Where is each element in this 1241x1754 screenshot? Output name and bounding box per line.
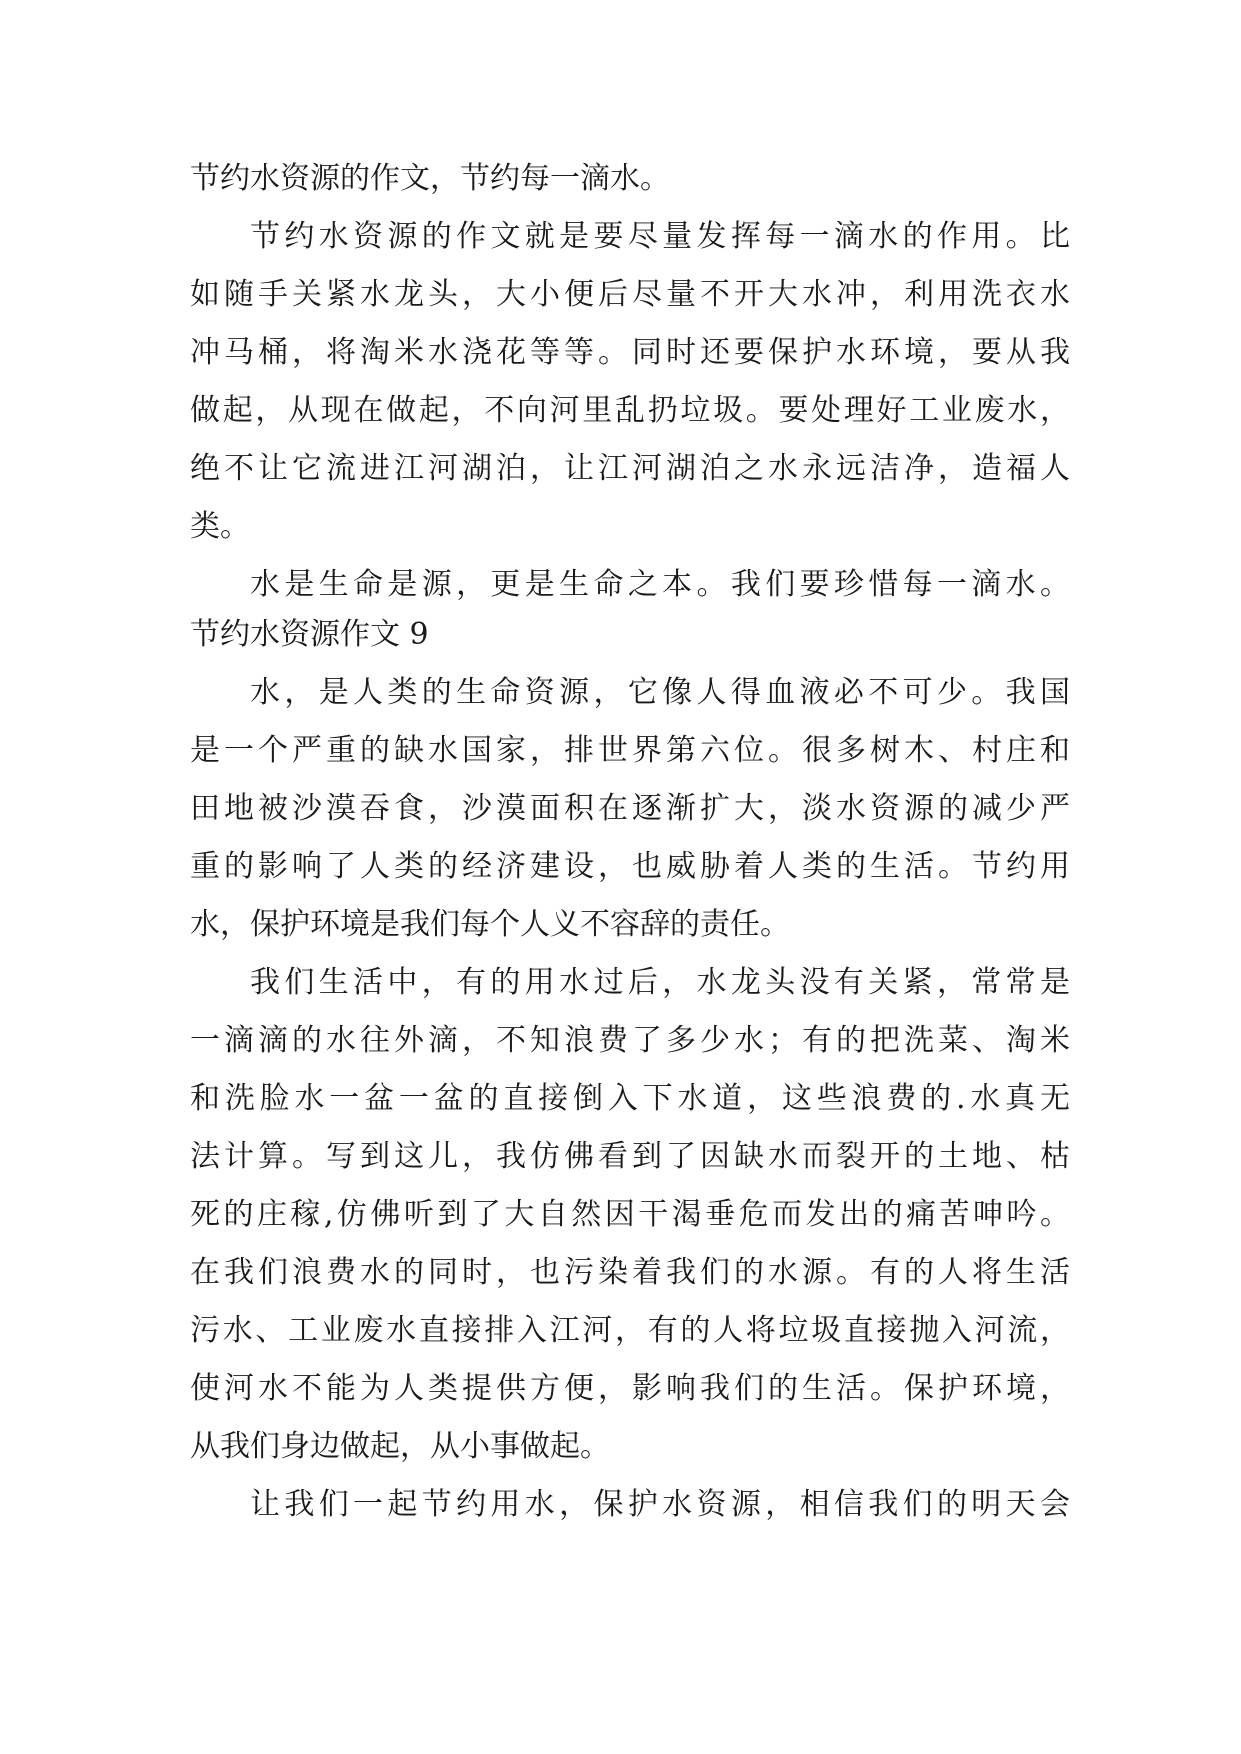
paragraph-first-line: 水是生命是源，更是生命之本。我们要珍惜每一滴水。: [250, 567, 1070, 602]
text-line: 重的影响了人类的经济建设，也威胁着人类的生活。节约用: [190, 849, 1070, 884]
paragraph-first-line: 我们生活中，有的用水过后，水龙头没有关紧，常常是: [250, 965, 1070, 1000]
text-line: 水，保护环境是我们每个人义不容辞的责任。: [190, 907, 790, 942]
text-line: 节约水资源的作文，节约每一滴水。: [190, 161, 670, 196]
text-line: 是一个严重的缺水国家，排世界第六位。很多树木、村庄和: [190, 733, 1070, 768]
text-line: 和洗脸水一盆一盆的直接倒入下水道，这些浪费的.水真无: [190, 1081, 1070, 1116]
paragraph-first-line: 水，是人类的生命资源，它像人得血液必不可少。我国: [250, 675, 1070, 710]
text-line: 使河水不能为人类提供方便，影响我们的生活。保护环境，: [190, 1371, 1070, 1406]
text-line: 做起，从现在做起，不向河里乱扔垃圾。要处理好工业废水，: [190, 393, 1070, 428]
text-line: 污水、工业废水直接排入江河，有的人将垃圾直接抛入河流，: [190, 1313, 1070, 1348]
text-line: 一滴滴的水往外滴，不知浪费了多少水；有的把洗菜、淘米: [190, 1023, 1070, 1058]
text-line: 法计算。写到这儿，我仿佛看到了因缺水而裂开的土地、枯: [190, 1139, 1070, 1174]
text-line: 如随手关紧水龙头，大小便后尽量不开大水冲，利用洗衣水: [190, 277, 1070, 312]
text-line: 类。: [190, 509, 250, 544]
text-line: 冲马桶，将淘米水浇花等等。同时还要保护水环境，要从我: [190, 335, 1070, 370]
text-line: 从我们身边做起，从小事做起。: [190, 1429, 610, 1464]
text-line: 在我们浪费水的同时，也污染着我们的水源。有的人将生活: [190, 1255, 1070, 1290]
paragraph-first-line: 节约水资源的作文就是要尽量发挥每一滴水的作用。比: [250, 219, 1070, 254]
text-line: 死的庄稼,仿佛听到了大自然因干渴垂危而发出的痛苦呻吟。: [190, 1197, 1070, 1232]
text-line: 绝不让它流进江河湖泊，让江河湖泊之水永远洁净，造福人: [190, 451, 1070, 486]
paragraph-first-line: 让我们一起节约用水，保护水资源，相信我们的明天会: [250, 1487, 1070, 1522]
text-line: 田地被沙漠吞食，沙漠面积在逐渐扩大，淡水资源的减少严: [190, 791, 1070, 826]
section-heading: 节约水资源作文 9: [190, 617, 429, 652]
